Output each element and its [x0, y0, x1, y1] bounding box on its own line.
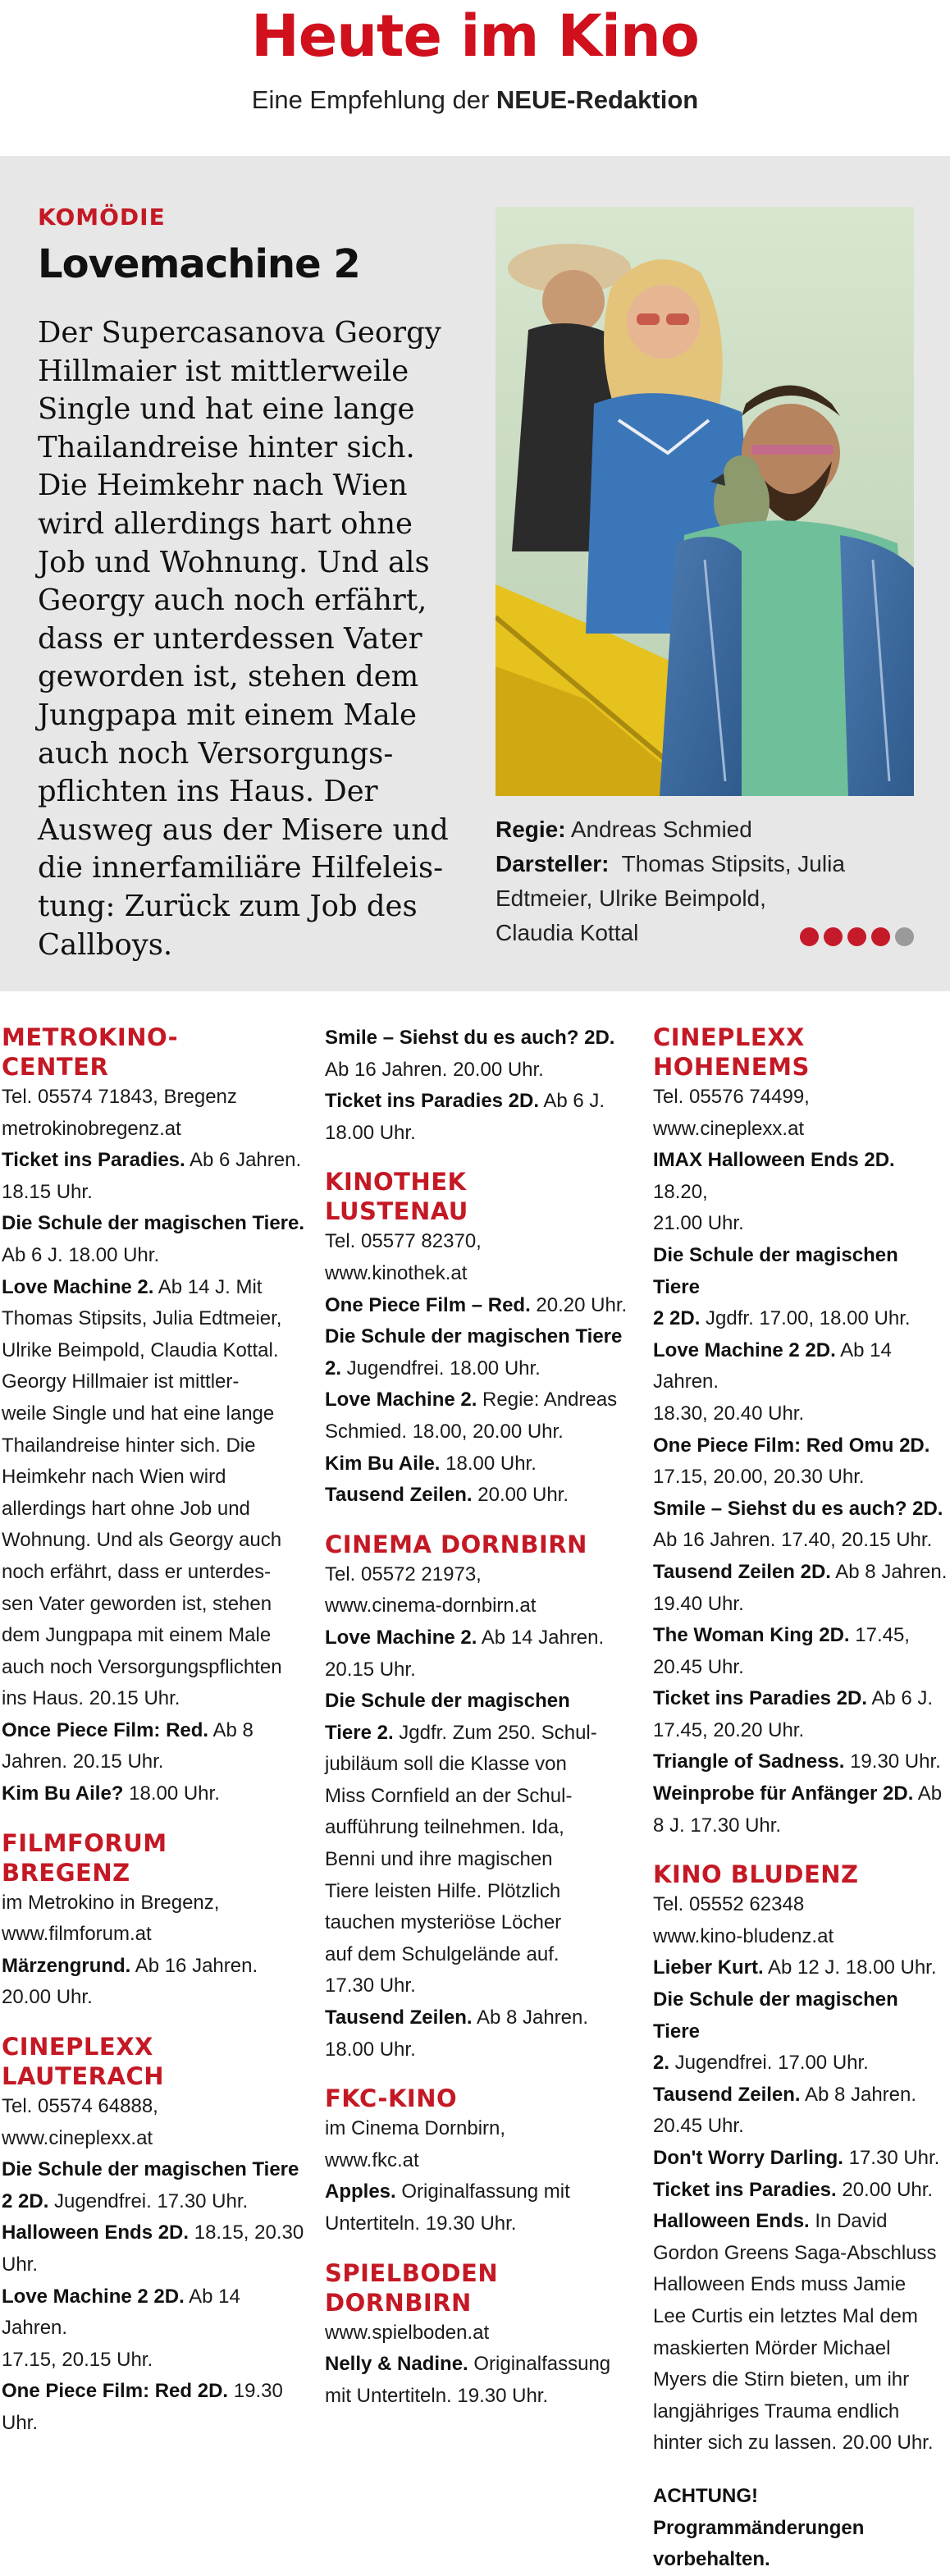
- cinema-name: FILMFORUM BREGENZ: [2, 1828, 167, 1887]
- synopsis-line: tung: Zurück zum Job des: [38, 889, 418, 923]
- listing-entry: Tiere 2. Jgdfr. Zum 250. Schul-: [325, 1721, 597, 1744]
- listing-time: 17.15, 20.00, 20.30 Uhr.: [653, 1466, 865, 1489]
- listing-time: Untertiteln. 19.30 Uhr.: [325, 2212, 517, 2235]
- listing-description: jubiläum soll die Klasse von Miss Cornfield an der Schul- aufführung teilnehmen. Ida, Benni und ihre magischen Tiere leisten Hilfe. Plötzlich tauchen mysteriöse Löcher auf dem Schulgelände auf. 17.30 Uhr.: [325, 1753, 573, 1997]
- synopsis-line: Jungpapa mit einem Male: [38, 698, 417, 732]
- listing-entry: Ticket ins Paradies 2D. Ab 6 J.: [653, 1687, 934, 1710]
- listing-entry: Nelly & Nadine. Originalfassung: [325, 2353, 611, 2376]
- listing-entry: 2 2D. Jugendfrei. 17.30 Uhr.: [2, 2189, 249, 2212]
- listing-time: 17.15, 20.15 Uhr.: [2, 2348, 153, 2371]
- listing-time: Uhr.: [2, 2411, 39, 2434]
- listing-entry: Märzengrund. Ab 16 Jahren.: [2, 1954, 258, 1977]
- listing-entry: Ticket ins Paradies 2D. Ab 6 J.: [325, 1090, 605, 1113]
- listing-entry: 2. Jugendfrei. 18.00 Uhr.: [325, 1357, 541, 1380]
- listing-time: Schmied. 18.00, 20.00 Uhr.: [325, 1420, 564, 1443]
- synopsis-line: Der Supercasanova Georgy: [38, 316, 441, 350]
- subtitle-brand: NEUE-Redaktion: [496, 85, 699, 114]
- listing-column-1: [2, 1023, 307, 2440]
- listing-entry: Triangle of Sadness. 19.30 Uhr.: [653, 1750, 941, 1773]
- feature-panel: [0, 156, 950, 991]
- listing-time: Ab 16 Jahren. 17.40, 20.15 Uhr.: [653, 1529, 933, 1552]
- listing-time: Ab 6 J. 18.00 Uhr.: [2, 1243, 160, 1266]
- cinema-name: KINOTHEK LUSTENAU: [325, 1168, 468, 1226]
- genre-label: KOMÖDIE: [38, 204, 166, 231]
- listing-entry: Tausend Zeilen 2D. Ab 8 Jahren.: [653, 1560, 948, 1583]
- cinema-phone: Tel. 05577 82370,: [325, 1230, 482, 1253]
- listing-time: 18.15 Uhr.: [2, 1180, 93, 1203]
- cinema-website: www.kino-bludenz.at: [653, 1924, 834, 1947]
- listing-entry: Love Machine 2. Regie: Andreas: [325, 1389, 618, 1412]
- listing-entry: Kim Bu Aile? 18.00 Uhr.: [2, 1782, 220, 1805]
- listing-entry: Smile – Siehst du es auch? 2D.: [653, 1497, 943, 1520]
- credit-darsteller: Darsteller: Thomas Stipsits, Julia: [496, 851, 845, 876]
- listing-entry: Die Schule der magischen Tiere: [653, 1988, 898, 2043]
- cinema-name: CINEPLEXX HOHENEMS: [653, 1023, 810, 1081]
- synopsis-line: Die Heimkehr nach Wien: [38, 469, 408, 503]
- listing-entry: The Woman King 2D. 17.45,: [653, 1624, 910, 1647]
- listing-time: 18.00 Uhr.: [325, 2038, 416, 2061]
- listing-entry: Die Schule der magischen Tiere: [2, 2158, 299, 2181]
- listing-time: 21.00 Uhr.: [653, 1212, 744, 1235]
- synopsis-line: geworden ist, stehen dem: [38, 660, 419, 694]
- rating-dot: [895, 927, 914, 946]
- listing-time: 20.15 Uhr.: [325, 1658, 416, 1681]
- listing-entry: One Piece Film – Red. 20.20 Uhr.: [325, 1293, 628, 1316]
- page-subtitle: [0, 84, 950, 117]
- listing-entry: Die Schule der magischen: [325, 1690, 570, 1713]
- page-title: Heute im Kino: [251, 2, 699, 70]
- synopsis-line: die innerfamiliäre Hilfeleis-: [38, 851, 444, 885]
- listing-entry: Tausend Zeilen. 20.00 Uhr.: [325, 1484, 569, 1507]
- listing-entry: Weinprobe für Anfänger 2D. Ab: [653, 1782, 943, 1805]
- listing-entry: Halloween Ends. In David: [653, 2210, 888, 2233]
- credit-darsteller-cont: Claudia Kottal: [496, 920, 639, 945]
- cinema-phone: Tel. 05572 21973,: [325, 1563, 482, 1585]
- rating-dot: [871, 927, 890, 946]
- listing-time: Uhr.: [2, 2253, 39, 2276]
- synopsis-line: wird allerdings hart ohne: [38, 506, 413, 541]
- cinema-location: im Cinema Dornbirn,: [325, 2117, 506, 2140]
- listing-column-3: [653, 1023, 948, 2576]
- listing-entry: Apples. Originalfassung mit: [325, 2180, 570, 2203]
- listing-time: 20.45 Uhr.: [653, 2115, 744, 2138]
- cinema-website: www.fkc.at: [325, 2148, 419, 2171]
- synopsis-line: auch noch Versorgungs-: [38, 736, 394, 771]
- listing-entry: IMAX Halloween Ends 2D. 18.20,: [653, 1149, 895, 1203]
- credit-regie: Regie: Andreas Schmied: [496, 817, 752, 842]
- program-notice: ACHTUNG! Programmänderungen vorbehalten.: [653, 2484, 865, 2571]
- listing-description: Thomas Stipsits, Julia Edtmeier, Ulrike Beimpold, Claudia Kottal. Georgy Hillmaier ist mittler- weile Single und hat eine lange Thailandreise hinter sich. Die Heimkehr nach Wien wird allerdings hart ohne Job und Wohnung. Und als Georgy auch noch erfährt, dass er unterdes- sen Vater geworden ist, stehen dem Jungpapa mit einem Male auch noch Versorgungspflichten ins Haus. 20.15 Uhr.: [2, 1307, 282, 1710]
- movie-title: Lovemachine 2: [38, 241, 360, 287]
- listing-time: mit Untertiteln. 19.30 Uhr.: [325, 2384, 549, 2407]
- listing-entry: Tausend Zeilen. Ab 8 Jahren.: [325, 2006, 589, 2029]
- synopsis-line: Single und hat eine lange: [38, 392, 415, 427]
- synopsis-line: Callboys.: [38, 927, 173, 962]
- cinema-phone: Tel. 05552 62348: [653, 1893, 805, 1916]
- listing-entry: Die Schule der magischen Tiere: [653, 1243, 898, 1298]
- listing-entry: Love Machine 2. Ab 14 Jahren.: [325, 1626, 605, 1649]
- cinema-name: CINEMA DORNBIRN: [325, 1530, 587, 1558]
- cinema-website: www.kinothek.at: [325, 1261, 468, 1284]
- listing-entry: Smile – Siehst du es auch? 2D.: [325, 1027, 615, 1049]
- rating-dot: [800, 927, 819, 946]
- cinema-phone: Tel. 05574 64888,: [2, 2095, 158, 2118]
- cinema-location: im Metrokino in Bregenz,: [2, 1891, 220, 1914]
- cinema-website: www.filmforum.at: [2, 1923, 152, 1946]
- listing-entry: Kim Bu Aile. 18.00 Uhr.: [325, 1452, 537, 1475]
- listing-time: 17.45, 20.20 Uhr.: [653, 1718, 805, 1741]
- cinema-name: FKC-KINO: [325, 2084, 458, 2113]
- listing-time: 19.40 Uhr.: [653, 1592, 744, 1615]
- synopsis-line: Ausweg aus der Misere und: [38, 812, 449, 847]
- listing-entry: One Piece Film: Red Omu 2D.: [653, 1434, 930, 1457]
- synopsis-line: Hillmaier ist mittlerweile: [38, 354, 409, 388]
- cinema-name: METROKINO- CENTER: [2, 1023, 179, 1081]
- synopsis-line: Job und Wohnung. Und als: [38, 545, 430, 579]
- listing-entry: Halloween Ends 2D. 18.15, 20.30: [2, 2221, 304, 2244]
- cinema-name: SPIELBODEN DORNBIRN: [325, 2258, 499, 2317]
- listing-entry: One Piece Film: Red 2D. 19.30: [2, 2380, 283, 2403]
- listing-entry: Ticket ins Paradies. Ab 6 Jahren.: [2, 1149, 302, 1172]
- listing-column-2: [325, 1023, 628, 2412]
- listing-time: Ab 16 Jahren. 20.00 Uhr.: [325, 1058, 544, 1081]
- listing-time: 20.00 Uhr.: [2, 1986, 93, 2009]
- rating-dot: [824, 927, 843, 946]
- listing-time: Jahren. 20.15 Uhr.: [2, 1750, 164, 1773]
- listing-entry: 2. Jugendfrei. 17.00 Uhr.: [653, 2052, 869, 2075]
- synopsis: [38, 314, 464, 964]
- listing-entry: Die Schule der magischen Tiere: [325, 1325, 623, 1348]
- synopsis-line: Thailandreise hinter sich.: [38, 430, 415, 464]
- listing-entry: Love Machine 2 2D. Ab 14 Jahren.: [2, 2285, 240, 2340]
- movie-still-image: [496, 207, 914, 796]
- listing-entry: Tausend Zeilen. Ab 8 Jahren.: [653, 2083, 917, 2106]
- cinema-website: www.cineplexx.at: [653, 1117, 805, 1140]
- cinema-name: CINEPLEXX LAUTERACH: [2, 2033, 164, 2091]
- cinema-phone: Tel. 05576 74499,: [653, 1086, 810, 1108]
- listing-time: 18.30, 20.40 Uhr.: [653, 1402, 805, 1425]
- page-header: [0, 0, 950, 140]
- cinema-phone: Tel. 05574 71843, Bregenz: [2, 1086, 237, 1108]
- subtitle-text: Eine Empfehlung der: [251, 85, 496, 114]
- listing-entry: Love Machine 2. Ab 14 J. Mit: [2, 1275, 263, 1298]
- listing-entry: Once Piece Film: Red. Ab 8: [2, 1718, 253, 1741]
- listing-entry: Love Machine 2 2D. Ab 14 Jahren.: [653, 1338, 892, 1393]
- credit-darsteller-cont: Edtmeier, Ulrike Beimpold,: [496, 885, 766, 911]
- cinema-website: metrokinobregenz.at: [2, 1117, 181, 1140]
- listing-time: 18.00 Uhr.: [325, 1121, 416, 1144]
- cinema-name: KINO BLUDENZ: [653, 1860, 859, 1889]
- cinema-website: www.cineplexx.at: [2, 2126, 153, 2149]
- listing-time: 20.45 Uhr.: [653, 1655, 744, 1678]
- listing-entry: Don't Worry Darling. 17.30 Uhr.: [653, 2147, 940, 2169]
- listing-entry: Ticket ins Paradies. 20.00 Uhr.: [653, 2178, 934, 2201]
- listing-entry: 2 2D. Jgdfr. 17.00, 18.00 Uhr.: [653, 1307, 911, 1330]
- listing-time: 8 J. 17.30 Uhr.: [653, 1814, 782, 1837]
- cinema-website: www.spielboden.at: [325, 2321, 490, 2344]
- synopsis-line: pflichten ins Haus. Der: [38, 775, 378, 809]
- listing-entry: Die Schule der magischen Tiere.: [2, 1212, 305, 1235]
- synopsis-line: Georgy auch noch erfährt,: [38, 583, 427, 618]
- listing-description: Gordon Greens Saga-Abschluss Halloween Ends muss Jamie Lee Curtis ein letztes Mal dem maskierten Mörder Michael Myers die Stirn bieten, um ihr langjähriges Trauma endlich hinter sich zu lassen. 20.00 Uhr.: [653, 2241, 937, 2455]
- rating-dots: [800, 927, 914, 946]
- cinema-listings: [0, 1023, 950, 2571]
- rating-dot: [847, 927, 866, 946]
- cinema-website: www.cinema-dornbirn.at: [325, 1595, 537, 1617]
- listing-entry: Lieber Kurt. Ab 12 J. 18.00 Uhr.: [653, 1956, 937, 1979]
- synopsis-line: dass er unterdessen Vater: [38, 621, 422, 656]
